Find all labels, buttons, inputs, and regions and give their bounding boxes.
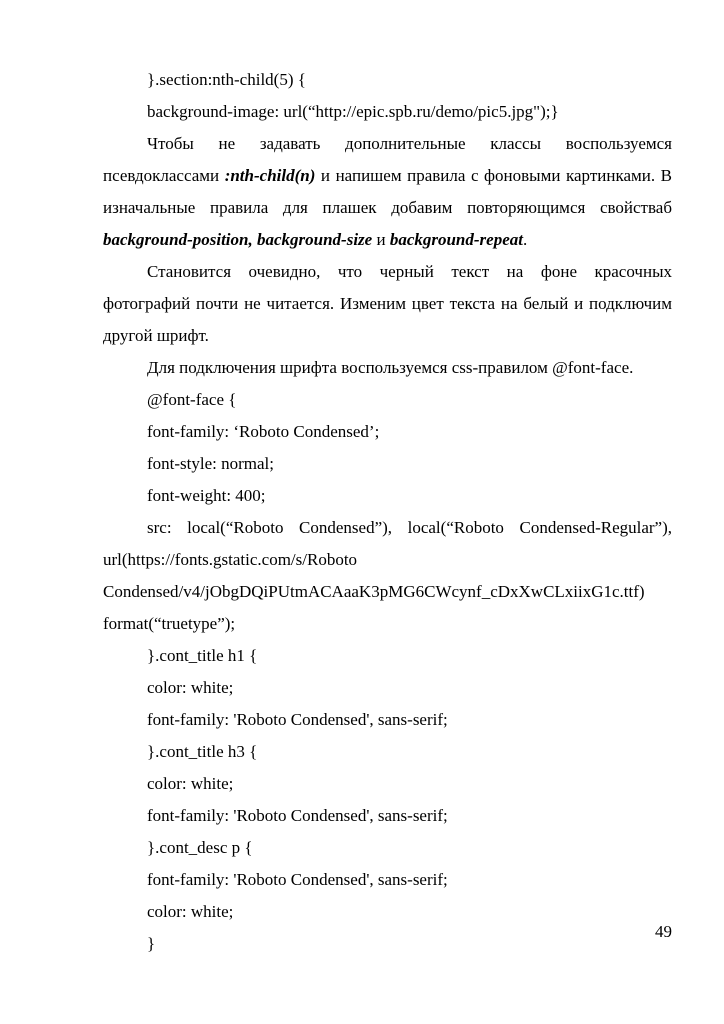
code-line: }.section:nth-child(5) {	[147, 70, 306, 89]
code-line: font-family: ‘Roboto Condensed’;	[147, 422, 380, 441]
code-line: font-style: normal;	[147, 454, 275, 473]
code-line: font-family: 'Roboto Condensed', sans-serif;	[147, 806, 448, 825]
paragraph-line: Чтобы не задавать дополнительные классы воспользуемся	[147, 134, 672, 153]
paragraph-line	[103, 224, 672, 256]
paragraph-line	[103, 160, 672, 192]
code-line: url(https://fonts.gstatic.com/s/Roboto	[103, 550, 358, 569]
code-line: @font-face {	[147, 390, 237, 409]
code-line: color: white;	[147, 902, 234, 921]
code-line: }.cont_desc p {	[147, 838, 253, 857]
page-number: 49	[655, 922, 672, 941]
text-span: псевдоклассами	[103, 166, 225, 185]
code-line: color: white;	[147, 678, 234, 697]
code-line: src: local(“Roboto Condensed”), local(“Roboto Condensed-Regular”),	[147, 518, 672, 537]
code-line: font-family: 'Roboto Condensed', sans-serif;	[147, 710, 448, 729]
paragraph-line: изначальные правила для плашек добавим повторяющимся свойстваб	[103, 198, 672, 217]
code-line: }	[147, 934, 156, 953]
code-line: color: white;	[147, 774, 234, 793]
paragraph-line: другой шрифт.	[103, 326, 209, 345]
emphasis-text: :nth-child(n)	[224, 166, 316, 185]
code-line: }.cont_title h1 {	[147, 646, 258, 665]
paragraph-line: фотографий почти не читается. Изменим цвет текста на белый и подключим	[103, 294, 672, 313]
paragraph-line: Для подключения шрифта воспользуемся css-правилом @font-face.	[147, 358, 634, 377]
code-line: format(“truetype”);	[103, 614, 236, 633]
code-line: font-weight: 400;	[147, 486, 266, 505]
paragraph-line: Становится очевидно, что черный текст на фоне красочных	[147, 262, 672, 281]
code-line: font-family: 'Roboto Condensed', sans-serif;	[147, 870, 448, 889]
text-span: и напишем правила с фоновыми картинками. В	[315, 166, 672, 185]
emphasis-text: background-repeat	[389, 230, 523, 249]
page-body	[103, 64, 672, 960]
code-line: background-image: url(“http://epic.spb.ru/demo/pic5.jpg");}	[147, 102, 559, 121]
code-line: }.cont_title h3 {	[147, 742, 258, 761]
emphasis-text: background-position, background-size	[103, 230, 373, 249]
text-span: .	[522, 230, 528, 249]
text-span: и	[372, 230, 390, 249]
code-line: Condensed/v4/jObgDQiPUtmACAaaK3pMG6CWcynf_cDxXwCLxiixG1c.ttf)	[103, 582, 645, 601]
